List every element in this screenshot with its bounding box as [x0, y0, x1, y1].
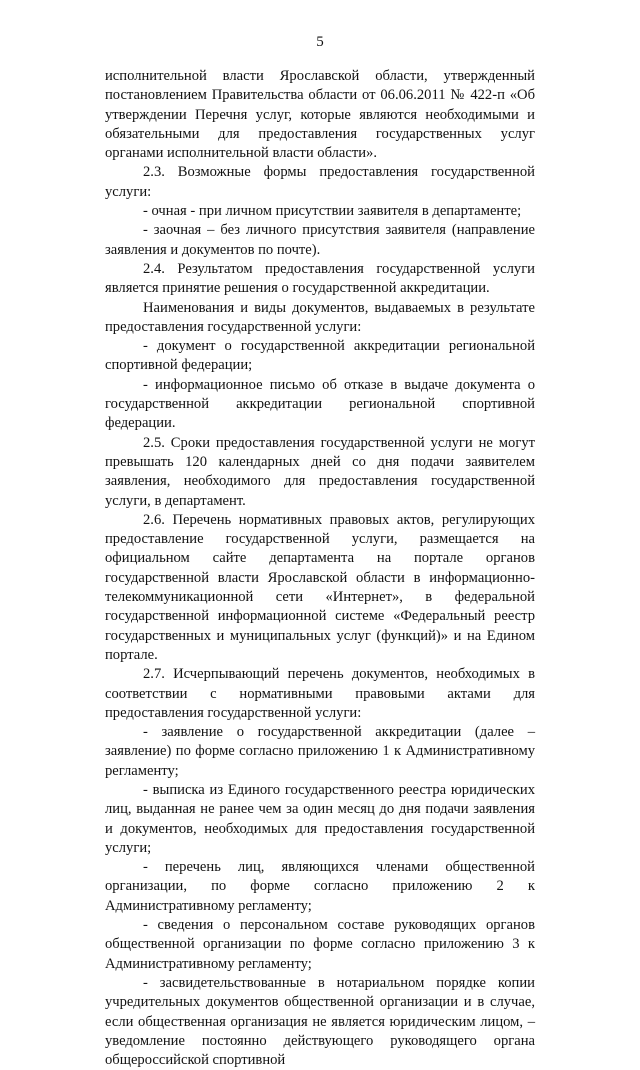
- paragraph-2-6: 2.6. Перечень нормативных правовых актов, регулирующих предоставление государственной услуги, размещается на официальном сайте департамента на портале органов государственной власти Ярославской области в информационно-телекоммуникационной сети «Интернет», в федеральной государственной информационной системе «Федеральный реестр государственных и муниципальных услуг (функций)» и на Едином портале.: [105, 511, 535, 663]
- list-item-refusal-letter: - информационное письмо об отказе в выдаче документа о государственной аккредитации региональной спортивной федерации.: [105, 376, 535, 432]
- paragraph-2-4: 2.4. Результатом предоставления государственной услуги является принятие решения о государственной аккредитации.: [105, 260, 535, 297]
- list-item-members-list: - перечень лиц, являющихся членами общественной организации, по форме согласно приложению 2 к Административному регламенту;: [105, 859, 535, 914]
- paragraph-2-3: 2.3. Возможные формы предоставления государственной услуги:: [105, 164, 535, 200]
- list-item-registry-extract: - выписка из Единого государственного реестра юридических лиц, выданная не ранее чем за один месяц до дня подачи заявления и документов, необходимых для предоставления государственной услуги;: [105, 781, 535, 856]
- list-item-notarized-copies: - засвидетельствованные в нотариальном порядке копии учредительных документов общественной организации и в случае, если общественная организация не является юридическим лицом, – уведомление постоянно действующего руководящего органа общероссийской спортивной: [105, 974, 535, 1069]
- list-item-governing-bodies: - сведения о персональном составе руководящих органов общественной организации по форме согласно приложению 3 к Административному регламенту;: [105, 917, 535, 972]
- paragraph-2-7: 2.7. Исчерпывающий перечень документов, необходимых в соответствии с нормативными правовыми актами для предоставления государственной услуги:: [105, 666, 535, 721]
- page-number: 5: [316, 34, 324, 50]
- list-item-application: - заявление о государственной аккредитации (далее – заявление) по форме согласно приложению 1 к Административному регламенту;: [105, 724, 535, 779]
- list-item-accreditation-document: - документ о государственной аккредитации региональной спортивной федерации;: [105, 338, 535, 374]
- list-item-remote: - заочная – без личного присутствия заявителя (направление заявления и документов по почте).: [105, 222, 535, 258]
- document-body: [105, 67, 535, 1070]
- paragraph-continuation: исполнительной власти Ярославской области, утвержденный постановлением Правительства области от 06.06.2011 № 422-п «Об утверждении Перечня услуг, которые являются необходимыми и обязательными для предоставления государственных услуг органами исполнительной власти области».: [105, 68, 535, 162]
- paragraph-2-5: 2.5. Сроки предоставления государственной услуги не могут превышать 120 календарных дней со дня подачи заявителем заявления, необходимого для предоставления государственной услуги, в департамент.: [105, 434, 535, 509]
- list-item-in-person: - очная - при личном присутствии заявителя в департаменте;: [143, 203, 522, 220]
- paragraph-documents-issued: Наименования и виды документов, выдаваемых в результате предоставления государственной услуги:: [105, 299, 535, 335]
